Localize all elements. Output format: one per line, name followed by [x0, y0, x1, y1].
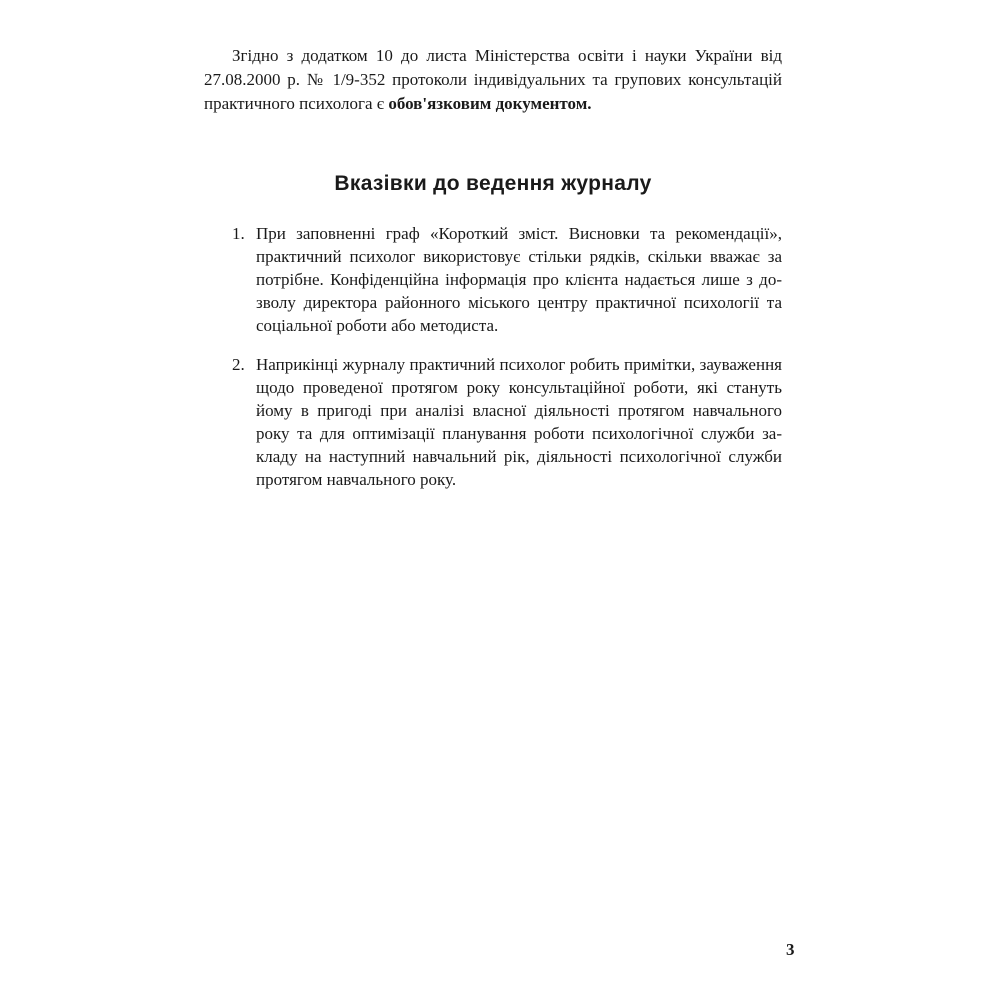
- list-item: [232, 222, 782, 337]
- intro-paragraph: [204, 44, 782, 116]
- intro-bold-text: обов'язковим документом.: [388, 94, 592, 113]
- instructions-list: [232, 222, 782, 507]
- list-item-number: 1.: [232, 224, 245, 243]
- page-number: 3: [786, 940, 795, 959]
- list-item-text: Наприкінці журналу практичний психолог робить примітки, зауваження щодо проведеної протягом року консультаційної роботи, які стануть йому в пригоді при аналізі власної діяльності протягом навчального року та для оптимізації планування роботи психологічної служби закладу на наступний навчальний рік, діяльності психологічної служби протягом навчального року.: [256, 355, 782, 489]
- list-item-text: При заповненні граф «Короткий зміст. Висновки та рекомендації», практичний психолог використовує стільки рядків, скільки вважає за потрібне. Конфіденційна інформація про клієнта надається лише з дозволу директора районного міського центру практичної психології та соціальної роботи або методиста.: [256, 224, 782, 335]
- section-heading: Вказівки до ведення журналу: [334, 172, 652, 195]
- list-item-number: 2.: [232, 355, 245, 374]
- list-item: [232, 353, 782, 491]
- intro-text: Згідно з додатком 10 до листа Міністерства освіти і науки України від 27.08.2000 р. № 1/9-352 протоколи індивідуальних та групових консультацій практичного психолога є: [204, 46, 782, 113]
